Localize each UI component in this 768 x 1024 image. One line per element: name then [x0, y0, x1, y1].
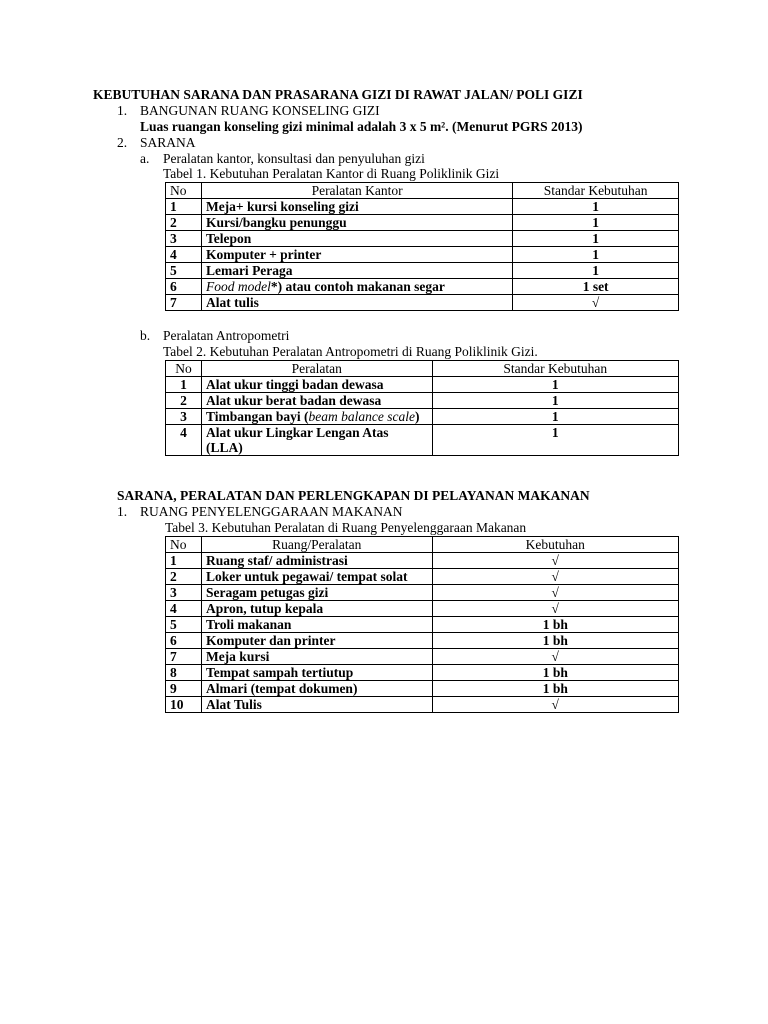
section-2-title: SARANA — [140, 135, 196, 150]
cell-item: Alat tulis — [201, 295, 512, 311]
cell-no: 9 — [166, 681, 202, 697]
cell-standard: 1 bh — [432, 633, 678, 649]
table-row — [166, 601, 679, 617]
cell-item — [201, 409, 432, 425]
table-row — [166, 361, 679, 377]
subsection-a-title: Peralatan kantor, konsultasi dan penyuluhan gizi — [163, 151, 425, 166]
cell-no: 1 — [166, 377, 202, 393]
cell-standard: 1 set — [513, 279, 679, 295]
table-row — [166, 231, 679, 247]
subsection-b-title: Peralatan Antropometri — [163, 328, 290, 343]
cell-no: 7 — [166, 295, 202, 311]
cell-item: Ruang staf/ administrasi — [201, 553, 432, 569]
cell-item: Loker untuk pegawai/ tempat solat — [201, 569, 432, 585]
cell-standard: 1 — [513, 199, 679, 215]
cell-item: Tempat sampah tertiutup — [201, 665, 432, 681]
cell-standard: 1 — [432, 409, 678, 425]
table-row — [166, 295, 679, 311]
table-row — [166, 633, 679, 649]
cell-standard: 1 — [513, 263, 679, 279]
table-header-item: Ruang/Peralatan — [201, 537, 432, 553]
table-row — [166, 377, 679, 393]
cell-no: 2 — [166, 215, 202, 231]
table-row — [166, 537, 679, 553]
table-row — [166, 393, 679, 409]
cell-no: 2 — [166, 393, 202, 409]
cell-standard: 1 — [513, 247, 679, 263]
cell-no: 4 — [166, 425, 202, 456]
cell-standard: 1 — [432, 425, 678, 456]
cell-item: Alat ukur berat badan dewasa — [201, 393, 432, 409]
cell-standard: 1 bh — [432, 665, 678, 681]
section-2-number: 2. — [117, 135, 128, 150]
table-row — [166, 263, 679, 279]
cell-item: Almari (tempat dokumen) — [201, 681, 432, 697]
cell-standard: 1 — [432, 377, 678, 393]
section-3-number: 1. — [117, 504, 128, 519]
table-row — [166, 247, 679, 263]
cell-no: 4 — [166, 601, 202, 617]
heading-sarana-pelayanan-makanan: SARANA, PERALATAN DAN PERLENGKAPAN DI PELAYANAN MAKANAN — [117, 488, 590, 503]
cell-standard: √ — [432, 697, 678, 713]
section-1-number: 1. — [117, 103, 128, 118]
table-row — [166, 183, 679, 199]
cell-item — [201, 425, 432, 456]
cell-standard: √ — [432, 553, 678, 569]
cell-standard: 1 bh — [432, 617, 678, 633]
cell-no: 10 — [166, 697, 202, 713]
cell-no: 2 — [166, 569, 202, 585]
table-3 — [165, 536, 679, 713]
section-3-title: RUANG PENYELENGGARAAN MAKANAN — [140, 504, 403, 519]
cell-item: Komputer + printer — [201, 247, 512, 263]
cell-no: 5 — [166, 263, 202, 279]
cell-standard: 1 — [432, 393, 678, 409]
table-row — [166, 697, 679, 713]
cell-no: 3 — [166, 231, 202, 247]
cell-no: 6 — [166, 279, 202, 295]
table-header-no: No — [166, 537, 202, 553]
table-row — [166, 553, 679, 569]
table-2-caption: Tabel 2. Kebutuhan Peralatan Antropometri di Ruang Poliklinik Gizi. — [163, 344, 538, 359]
cell-item-line1: Alat ukur Lingkar Lengan Atas — [205, 425, 389, 440]
table-row — [166, 665, 679, 681]
cell-standard: √ — [432, 649, 678, 665]
cell-no: 5 — [166, 617, 202, 633]
cell-no: 3 — [166, 585, 202, 601]
cell-item-line2: (LLA) — [205, 440, 243, 455]
section-1-note: Luas ruangan konseling gizi minimal adalah 3 x 5 m². (Menurut PGRS 2013) — [140, 119, 583, 134]
cell-item: Lemari Peraga — [201, 263, 512, 279]
table-3-caption: Tabel 3. Kebutuhan Peralatan di Ruang Penyelenggaraan Makanan — [165, 520, 527, 535]
table-header-no: No — [166, 183, 202, 199]
cell-no: 4 — [166, 247, 202, 263]
heading-kebutuhan-sarana: KEBUTUHAN SARANA DAN PRASARANA GIZI DI RAWAT JALAN/ POLI GIZI — [93, 87, 583, 102]
cell-item: Troli makanan — [201, 617, 432, 633]
cell-item: Seragam petugas gizi — [201, 585, 432, 601]
table-header-standard: Standar Kebutuhan — [432, 361, 678, 377]
table-header-item: Peralatan Kantor — [201, 183, 512, 199]
cell-standard: 1 — [513, 215, 679, 231]
cell-no: 6 — [166, 633, 202, 649]
table-header-no: No — [166, 361, 202, 377]
cell-item: Meja kursi — [201, 649, 432, 665]
cell-no: 1 — [166, 199, 202, 215]
cell-item: Kursi/bangku penunggu — [201, 215, 512, 231]
cell-standard: 1 — [513, 231, 679, 247]
cell-no: 7 — [166, 649, 202, 665]
table-1-caption: Tabel 1. Kebutuhan Peralatan Kantor di Ruang Poliklinik Gizi — [163, 166, 500, 181]
table-row — [166, 585, 679, 601]
table-row — [166, 199, 679, 215]
cell-item-b: ) — [414, 409, 420, 424]
cell-item: Apron, tutup kepala — [201, 601, 432, 617]
cell-standard: √ — [432, 569, 678, 585]
table-row — [166, 617, 679, 633]
cell-item — [201, 279, 512, 295]
cell-item: Alat Tulis — [201, 697, 432, 713]
subsection-a-letter: a. — [140, 151, 150, 166]
cell-no: 8 — [166, 665, 202, 681]
cell-item: Meja+ kursi konseling gizi — [201, 199, 512, 215]
table-row — [166, 649, 679, 665]
subsection-b-letter: b. — [140, 328, 151, 343]
cell-no: 3 — [166, 409, 202, 425]
table-row — [166, 409, 679, 425]
table-header-standard: Kebutuhan — [432, 537, 678, 553]
table-row — [166, 681, 679, 697]
table-row — [166, 279, 679, 295]
cell-item: Alat ukur tinggi badan dewasa — [201, 377, 432, 393]
section-1-title: BANGUNAN RUANG KONSELING GIZI — [140, 103, 380, 118]
table-row — [166, 569, 679, 585]
cell-no: 1 — [166, 553, 202, 569]
table-row — [166, 425, 679, 456]
cell-standard: √ — [513, 295, 679, 311]
cell-item: Komputer dan printer — [201, 633, 432, 649]
cell-standard: √ — [432, 601, 678, 617]
table-header-standard: Standar Kebutuhan — [513, 183, 679, 199]
cell-standard: 1 bh — [432, 681, 678, 697]
cell-item-a: Timbangan bayi ( — [205, 409, 309, 424]
cell-standard: √ — [432, 585, 678, 601]
table-1 — [165, 182, 679, 311]
cell-item-italic: beam balance scale — [308, 409, 415, 424]
table-row — [166, 215, 679, 231]
cell-item-italic: Food model — [205, 279, 271, 294]
table-2 — [165, 360, 679, 456]
table-header-item: Peralatan — [201, 361, 432, 377]
cell-item-rest: *) atau contoh makanan segar — [270, 279, 445, 294]
cell-item: Telepon — [201, 231, 512, 247]
